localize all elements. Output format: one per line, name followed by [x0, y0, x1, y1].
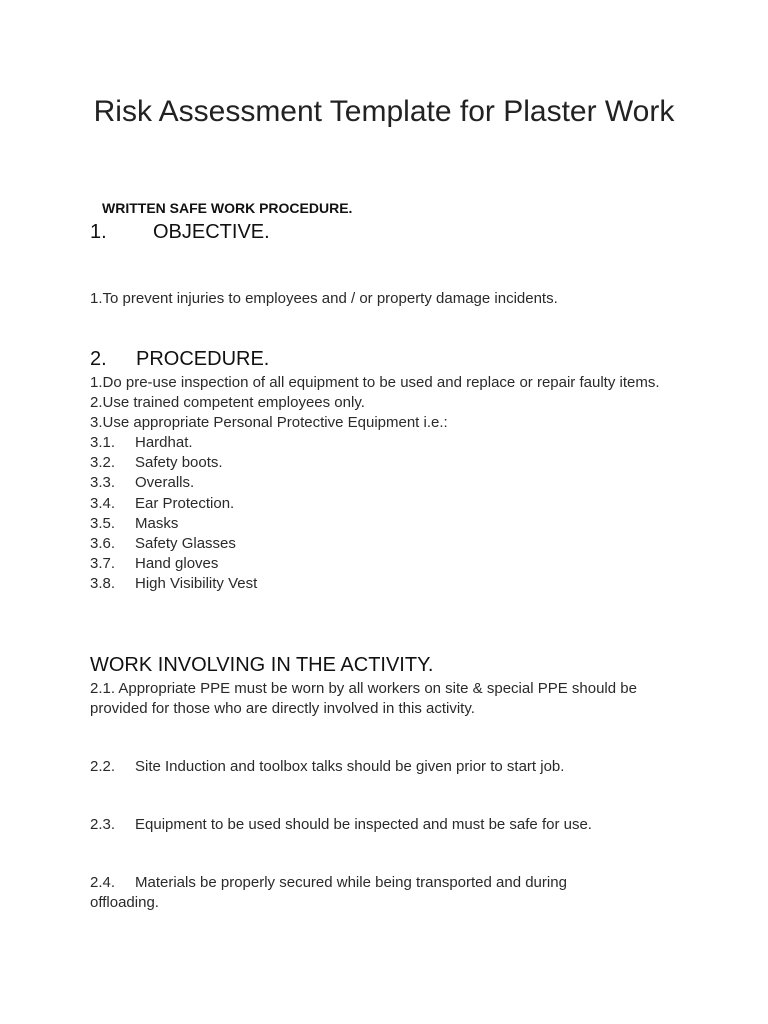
work-item-text: Equipment to be used should be inspected and must be safe for use. [135, 816, 592, 833]
ppe-item-label: Hand gloves [135, 554, 219, 572]
ppe-item-number: 3.7. [90, 554, 116, 572]
work-item [90, 815, 592, 835]
ppe-item-number: 3.6. [90, 534, 116, 552]
ppe-item-number: 3.4. [90, 494, 116, 512]
objective-label: OBJECTIVE. [153, 221, 270, 243]
procedure-line: 3.Use appropriate Personal Protective Equipment i.e.: [90, 414, 448, 432]
ppe-item-label: Hardhat. [135, 434, 193, 452]
ppe-item [90, 574, 660, 594]
ppe-item-label: Ear Protection. [135, 494, 235, 512]
procedure-heading [90, 347, 269, 371]
ppe-item [90, 534, 660, 554]
work-item: 2.1. Appropriate PPE must be worn by all workers on site & special PPE should be provided for those who are directly involved in this activity. [90, 680, 637, 717]
work-item-number: 2.3. [90, 816, 116, 833]
ppe-item [90, 554, 660, 574]
ppe-item-label: Masks [135, 514, 179, 532]
work-item-number: 2.2. [90, 758, 116, 775]
objective-heading [90, 220, 270, 244]
procedure-line: 2.Use trained competent employees only. [90, 394, 365, 412]
ppe-item [90, 514, 660, 534]
work-heading: WORK INVOLVING IN THE ACTIVITY. [90, 654, 434, 676]
procedure-line: 1.Do pre-use inspection of all equipment to be used and replace or repair faulty items. [90, 374, 660, 391]
ppe-item [90, 473, 660, 493]
ppe-item-label: Overalls. [135, 474, 195, 492]
ppe-item-number: 3.3. [90, 474, 116, 492]
subheading: WRITTEN SAFE WORK PROCEDURE. [102, 200, 353, 216]
work-item [90, 757, 564, 777]
work-item-text: Materials be properly secured while being transported and during offloading. [90, 874, 567, 911]
work-item-number: 2.4. [90, 874, 116, 891]
ppe-item [90, 453, 660, 473]
procedure-number: 2. [90, 348, 107, 370]
procedure-label: PROCEDURE. [136, 348, 270, 370]
ppe-item-label: Safety boots. [135, 454, 223, 472]
ppe-item [90, 494, 660, 514]
ppe-item-number: 3.1. [90, 434, 116, 452]
objective-text: 1.To prevent injuries to employees and / or property damage incidents. [90, 290, 558, 307]
ppe-item-number: 3.2. [90, 454, 116, 472]
work-item-text: Site Induction and toolbox talks should be given prior to start job. [135, 758, 565, 775]
procedure-list [90, 373, 660, 594]
ppe-item-number: 3.5. [90, 514, 116, 532]
work-item [90, 873, 640, 913]
ppe-item [90, 433, 660, 453]
ppe-item-label: High Visibility Vest [135, 574, 258, 592]
document-title: Risk Assessment Template for Plaster Work [93, 95, 675, 128]
objective-number: 1. [90, 221, 107, 243]
ppe-item-label: Safety Glasses [135, 534, 236, 552]
ppe-item-number: 3.8. [90, 574, 116, 592]
